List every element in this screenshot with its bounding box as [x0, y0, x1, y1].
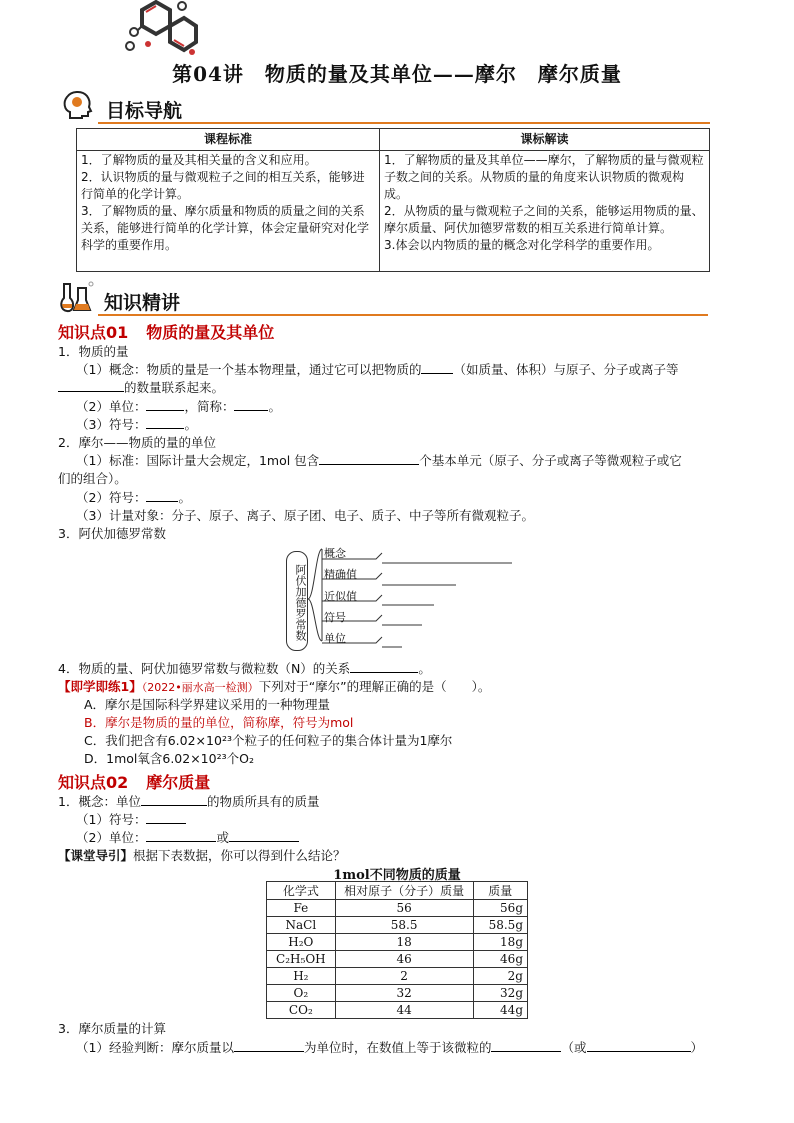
kp2-line: 1．概念：单位 的物质所具有的质量: [58, 794, 320, 809]
kp1-line: （2）符号： 。: [76, 490, 191, 505]
practice-question: 【即学即练1】（2022•丽水高一检测）下列对于“摩尔”的理解正确的是（ ）。: [58, 679, 491, 694]
guide-line: 【课堂导引】根据下表数据，你可以得到什么结论？: [58, 848, 346, 863]
practice-option-a: A．摩尔是国际科学界建议采用的一种物理量: [84, 697, 331, 712]
kp2-line: 3．摩尔质量的计算: [58, 1021, 166, 1036]
kp2-label: 知识点02: [58, 773, 129, 792]
goal-left-item: 3．了解物质的量、摩尔质量和物质的质量之间的关系关系，能够进行简单的化学计算，体会定量研究对化学科学的重要作用。: [81, 204, 370, 252]
table-row: CO₂ 44 44g: [267, 1002, 528, 1019]
diagram-branch-exact: 精确值: [324, 568, 357, 581]
kp2-line: （1）符号：: [76, 811, 186, 828]
mass-table-header: 质量: [473, 882, 528, 900]
molecule-logo-icon: [120, 0, 200, 56]
kp1-line: （3）符号： 。: [76, 417, 197, 432]
kp1-heading: [58, 320, 274, 343]
table-row: NaCl 58.5 58.5g: [267, 917, 528, 934]
goal-right-item: 3.体会以内物质的量的概念对化学科学的重要作用。: [384, 238, 660, 252]
diagram-branch-approx: 近似值: [324, 590, 357, 603]
kp1-line: 2．摩尔——物质的量的单位: [58, 435, 216, 450]
kp1-line: （1）标准：国际计量大会规定，1mol 包含 个基本单元（原子、分子或离子等微观粒子或它: [76, 453, 682, 468]
goal-heading: 目标导航: [106, 100, 183, 122]
diagram-branch-symbol: 符号: [324, 611, 346, 624]
brain-head-icon: [60, 88, 94, 122]
goal-right-item: 2．从物质的量与微观粒子之间的关系，能够运用物质的量、摩尔质量、阿伏加德罗常数的相互关系进行简单计算。: [384, 204, 704, 235]
table-row: C₂H₅OH 46 46g: [267, 951, 528, 968]
kp1-line: 4．物质的量、阿伏加德罗常数与微粒数（N）的关系 。: [58, 661, 431, 676]
table-row: Fe 56 56g: [267, 900, 528, 917]
diagram-branch-concept: 概念: [324, 547, 346, 560]
goal-left-item: 2．认识物质的量与微观粒子之间的相互关系，能够进行简单的化学计算。: [81, 170, 365, 201]
mass-table-title: 1mol不同物质的质量: [333, 868, 461, 883]
goal-right-item: 1．了解物质的量及其单位——摩尔，了解物质的量与微观粒子数之间的关系。从物质的量的角度来认识物质的微观构成。: [384, 153, 704, 201]
kp2-line: （1）经验判断：摩尔质量以 为单位时，在数值上等于该微粒的 （或 ）: [76, 1040, 704, 1055]
table-row: H₂O 18 18g: [267, 934, 528, 951]
flask-icon: [58, 278, 98, 314]
knowledge-heading-underline: [98, 314, 708, 316]
table-row: H₂ 2 2g: [267, 968, 528, 985]
kp1-line: （3）计量对象：分子、原子、离子、原子团、电子、质子、中子等所有微观粒子。: [76, 508, 534, 523]
kp1-title: 物质的量及其单位: [146, 323, 275, 342]
kp1-label: 知识点01: [58, 323, 129, 342]
kp1-line: （1）概念：物质的量是一个基本物理量，通过它可以把物质的 （如质量、体积）与原子、分子或离子等: [76, 362, 679, 377]
practice-option-d: D．1mol氧含6.02×10²³个O₂: [84, 751, 254, 766]
goal-table-header-interpretation: 课标解读: [380, 129, 710, 151]
avogadro-diagram: [286, 545, 526, 655]
kp2-line: （2）单位： 或: [76, 829, 299, 846]
kp1-line: 1．物质的量: [58, 344, 129, 359]
page-title: 第04讲 物质的量及其单位——摩尔 摩尔质量: [172, 62, 622, 86]
practice-option-b: B．摩尔是物质的量的单位，简称摩，符号为mol: [84, 715, 354, 730]
diagram-branch-unit: 单位: [324, 632, 346, 645]
goal-table-header-standard: 课程标准: [77, 129, 380, 151]
kp1-line: 们的组合）。: [58, 471, 127, 486]
kp1-line: 的数量联系起来。: [58, 379, 224, 396]
goal-table: [76, 128, 710, 272]
practice-option-c: C．我们把含有6.02×10²³个粒子的任何粒子的集合体计量为1摩尔: [84, 733, 453, 748]
table-row: O₂ 32 32g: [267, 985, 528, 1002]
kp1-line: （2）单位： ，简称： 。: [76, 399, 281, 414]
goal-left-item: 1．了解物质的量及其相关量的含义和应用。: [81, 153, 317, 167]
kp1-line: 3．阿伏加德罗常数: [58, 526, 166, 541]
kp2-heading: [58, 770, 210, 793]
mass-table: [266, 881, 528, 1019]
avogadro-root-box: 阿伏加德罗常数: [286, 551, 308, 651]
kp2-title: 摩尔质量: [146, 773, 211, 792]
knowledge-heading: 知识精讲: [104, 292, 181, 314]
mass-table-header: 化学式: [267, 882, 336, 900]
goal-heading-underline: [98, 122, 710, 124]
mass-table-header: 相对原子（分子）质量: [335, 882, 473, 900]
